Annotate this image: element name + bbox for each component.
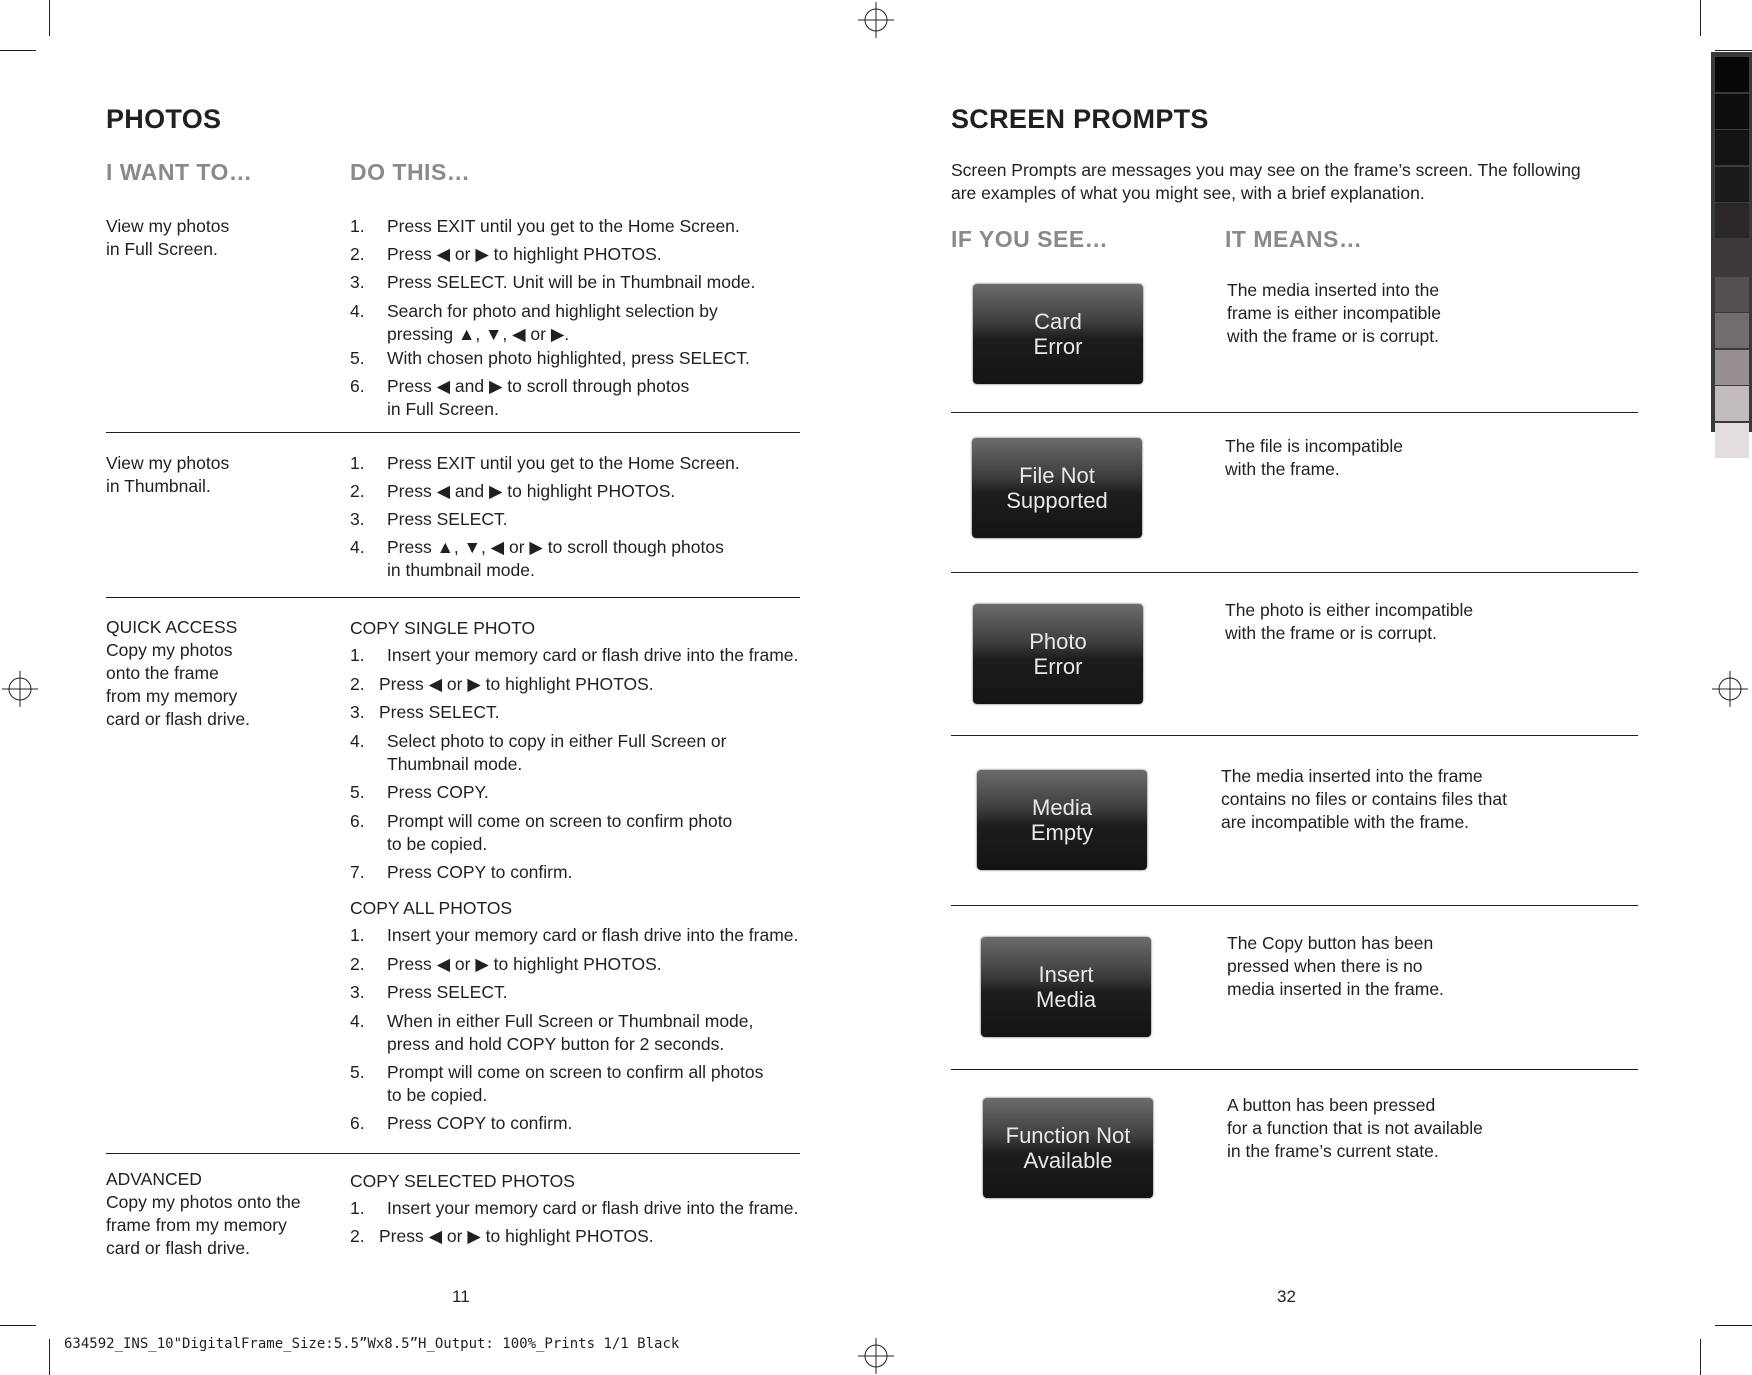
color-swatch bbox=[1715, 94, 1749, 129]
registration-mark-icon bbox=[858, 1338, 894, 1374]
screen-prompt-file-not-supported: File Not Supported bbox=[972, 438, 1142, 538]
col-header-see: IF YOU SEE… bbox=[951, 226, 1109, 252]
want-heading: ADVANCED bbox=[106, 1169, 202, 1189]
crop-mark bbox=[1700, 0, 1701, 36]
want-line: in Thumbnail. bbox=[106, 476, 211, 496]
subsection-title: COPY SELECTED PHOTOS bbox=[350, 1171, 575, 1191]
prompt-meaning: A button has been pressed for a function that is not available in the frame’s current state. bbox=[1227, 1095, 1483, 1161]
intro-text bbox=[951, 159, 1581, 205]
crop-mark bbox=[1715, 50, 1752, 51]
subsection-title: COPY ALL PHOTOS bbox=[350, 898, 513, 918]
row-divider bbox=[951, 1069, 1638, 1070]
print-slug-line: 634592_INS_10"DigitalFrame_Size:5.5”Wx8.5”H_Output: 100%_Prints 1/1 Black bbox=[64, 1336, 680, 1352]
want-text bbox=[106, 452, 229, 498]
col-header-do: DO THIS… bbox=[350, 159, 471, 185]
crop-mark bbox=[0, 50, 36, 51]
crop-mark bbox=[1715, 1325, 1752, 1326]
row-divider bbox=[951, 412, 1638, 413]
prompt-meaning: The media inserted into the frame is either incompatible with the frame or is corrupt. bbox=[1227, 280, 1441, 346]
page-title-screen-prompts: SCREEN PROMPTS bbox=[951, 104, 1209, 134]
subsection-title: COPY SINGLE PHOTO bbox=[350, 618, 536, 638]
want-text bbox=[106, 215, 229, 261]
want-line: card or flash drive. bbox=[106, 709, 250, 729]
want-line: onto the frame bbox=[106, 663, 219, 683]
screen-prompt-insert-media: Insert Media bbox=[981, 937, 1151, 1037]
color-swatch bbox=[1715, 386, 1749, 421]
registration-mark-icon bbox=[1712, 671, 1748, 707]
crop-mark bbox=[1700, 1339, 1701, 1375]
page-number-right: 32 bbox=[1277, 1287, 1296, 1306]
color-swatch bbox=[1715, 277, 1749, 312]
registration-mark-icon bbox=[858, 2, 894, 38]
col-header-means: IT MEANS… bbox=[1225, 226, 1363, 252]
want-line: View my photos bbox=[106, 453, 230, 473]
prompt-meaning: The photo is either incompatible with the frame or is corrupt. bbox=[1225, 600, 1474, 643]
prompt-meaning: The Copy button has been pressed when there is no media inserted in the frame. bbox=[1227, 933, 1444, 999]
prompt-meaning: The media inserted into the frame contains no files or contains files that are incompatible with the frame. bbox=[1221, 766, 1507, 832]
screen-prompt-card-error: Card Error bbox=[973, 284, 1143, 384]
want-line: View my photos bbox=[106, 216, 230, 236]
want-line: Copy my photos onto the bbox=[106, 1192, 301, 1212]
want-text bbox=[106, 616, 250, 731]
want-line: from my memory bbox=[106, 686, 238, 706]
section-divider bbox=[106, 597, 800, 598]
page-number-left: 11 bbox=[452, 1287, 470, 1306]
screen-prompt-media-empty: Media Empty bbox=[977, 770, 1147, 870]
color-swatch bbox=[1715, 423, 1749, 458]
row-divider bbox=[951, 905, 1638, 906]
color-swatch bbox=[1715, 240, 1749, 275]
registration-mark-icon bbox=[2, 671, 38, 707]
want-line: card or flash drive. bbox=[106, 1238, 250, 1258]
want-line: Copy my photos bbox=[106, 640, 233, 660]
col-header-want: I WANT TO… bbox=[106, 159, 253, 185]
want-line: in Full Screen. bbox=[106, 239, 218, 259]
want-heading: QUICK ACCESS bbox=[106, 617, 238, 637]
intro-line: are examples of what you might see, with a brief explanation. bbox=[951, 183, 1425, 203]
section-divider bbox=[106, 432, 800, 433]
color-swatch bbox=[1715, 313, 1749, 348]
want-text bbox=[106, 1168, 301, 1260]
color-swatch bbox=[1715, 130, 1749, 165]
screen-prompt-photo-error: Photo Error bbox=[973, 604, 1143, 704]
crop-mark bbox=[49, 1339, 50, 1375]
row-divider bbox=[951, 735, 1638, 736]
crop-mark bbox=[49, 0, 50, 36]
row-divider bbox=[951, 572, 1638, 573]
color-swatch bbox=[1715, 203, 1749, 238]
crop-mark bbox=[0, 1325, 36, 1326]
color-swatch bbox=[1715, 57, 1749, 92]
page-title-photos: PHOTOS bbox=[106, 104, 222, 134]
section-divider bbox=[106, 1153, 800, 1154]
prompt-meaning: The file is incompatible with the frame. bbox=[1225, 436, 1403, 479]
want-line: frame from my memory bbox=[106, 1215, 287, 1235]
screen-prompt-function-not-available: Function Not Available bbox=[983, 1098, 1153, 1198]
color-swatch bbox=[1715, 167, 1749, 202]
color-swatch bbox=[1715, 350, 1749, 385]
intro-line: Screen Prompts are messages you may see on the frame’s screen. The following bbox=[951, 160, 1581, 180]
